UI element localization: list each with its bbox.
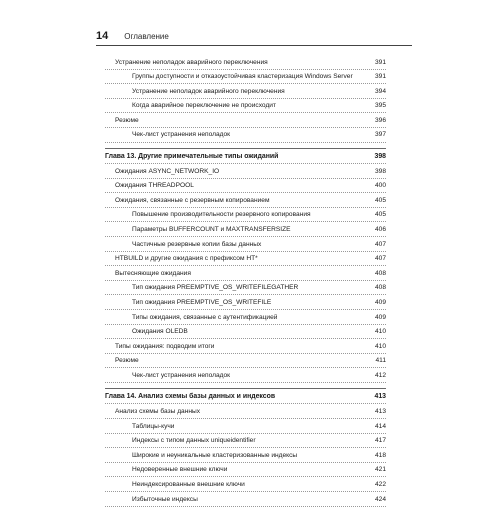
toc-entry — [105, 295, 386, 310]
toc-entry — [105, 179, 386, 194]
toc-entry-title: Широкие и неуникальные кластеризованные индексы — [132, 451, 298, 459]
toc-entry-title: Тип ожидания PREEMPTIVE_OS_WRITEFILEGATHER — [132, 284, 299, 292]
toc-entry — [105, 84, 386, 99]
toc-entry — [105, 463, 386, 478]
toc-entry — [105, 419, 386, 434]
header-rule — [96, 45, 412, 46]
toc-entry-page: 397 — [374, 131, 386, 139]
toc-entry-page: 412 — [374, 371, 386, 379]
toc-entry — [105, 434, 386, 449]
toc-entry-page: 413 — [374, 392, 386, 400]
toc-entry — [105, 339, 386, 354]
page-header — [96, 28, 412, 44]
toc-entry — [105, 237, 386, 252]
toc-entry-title: Устранение неполадок аварийного переключения — [115, 58, 268, 66]
toc-entry — [105, 492, 386, 507]
toc-entry-page: 408 — [374, 269, 386, 277]
toc-entry-title: Параметры BUFFERCOUNT и MAXTRANSFERSIZE — [132, 225, 291, 233]
toc-entry-title: Ожидания ASYNC_NETWORK_IO — [115, 167, 220, 175]
toc-entry-title: Неиндексированные внешние ключи — [132, 480, 245, 488]
toc-entry — [105, 193, 386, 208]
toc-entry-page: 422 — [374, 480, 386, 488]
toc-entry-title: Группы доступности и отказоустойчивая кластеризация Windows Server — [132, 73, 353, 81]
toc-entry-page: 418 — [374, 451, 386, 459]
running-title: Оглавление — [124, 31, 169, 41]
toc-entry-title: Избыточные индексы — [132, 495, 198, 503]
toc-entry-title: Ожидания THREADPOOL — [115, 182, 194, 190]
toc-entry-page: 391 — [374, 58, 386, 66]
toc-entry-page: 407 — [374, 255, 386, 263]
toc-entry-page: 410 — [374, 328, 386, 336]
toc-entry — [105, 404, 386, 419]
toc-entry — [105, 99, 386, 114]
toc-entry-page: 405 — [374, 211, 386, 219]
toc-entry-page: 407 — [374, 240, 386, 248]
toc-entry-title: Тип ожидания PREEMPTIVE_OS_WRITEFILE — [132, 298, 272, 306]
toc-entry — [105, 70, 386, 85]
toc-entry — [105, 354, 386, 369]
toc-entry-title: HTBUILD и другие ожидания с префиксом HT* — [115, 255, 258, 263]
toc-entry-title: Чек-лист устранения неполадок — [132, 131, 231, 139]
toc-entry-title: Чек-лист устранения неполадок — [132, 371, 231, 379]
toc-entry — [105, 113, 386, 128]
toc-entry-title: Глава 14. Анализ схемы базы данных и индексов — [105, 392, 276, 400]
toc-entry — [105, 281, 386, 296]
toc-entry-title: Частичные резервные копии базы данных — [132, 240, 262, 248]
toc-entry — [105, 368, 386, 383]
toc-entry-title: Типы ожидания: подводим итоги — [115, 342, 215, 350]
toc-entry-page: 411 — [375, 357, 386, 365]
toc-entry-page: 400 — [374, 182, 386, 190]
toc-entry-title: Резюме — [115, 116, 139, 124]
toc-entry-page: 406 — [374, 225, 386, 233]
toc-entry-page: 409 — [374, 313, 386, 321]
toc-entry — [105, 252, 386, 267]
toc-entry-title: Индексы с типом данных uniqueidentifier — [132, 437, 256, 445]
toc-entry — [105, 448, 386, 463]
toc-entry-title: Недоверенные внешние ключи — [132, 466, 228, 474]
toc-entry-title: Повышение производительности резервного копирования — [132, 211, 311, 219]
toc-entry-title: Таблицы-кучи — [132, 422, 175, 430]
toc-entry-page: 396 — [374, 116, 386, 124]
toc-entry-page: 394 — [374, 87, 386, 95]
toc-entry — [105, 55, 386, 70]
toc-entry-page: 405 — [374, 196, 386, 204]
toc-entry-title: Типы ожидания, связанные с аутентификацией — [132, 313, 278, 321]
toc-entry-page: 408 — [374, 284, 386, 292]
toc-chapter — [105, 388, 386, 405]
toc-entry-page: 417 — [374, 437, 386, 445]
toc-entry-page: 413 — [374, 407, 386, 415]
toc-entry-title: Устранение неполадок аварийного переключения — [132, 87, 285, 95]
toc-entry-page: 414 — [374, 422, 386, 430]
toc-entry-title: Резюме — [115, 357, 139, 365]
toc-entry — [105, 128, 386, 143]
toc-entry-page: 421 — [374, 466, 386, 474]
toc-entry-title: Глава 13. Другие примечательные типы ожиданий — [105, 152, 279, 160]
toc-entry-page: 395 — [374, 102, 386, 110]
toc-entry-title: Анализ схемы базы данных — [115, 407, 201, 415]
toc-entry-page: 391 — [374, 73, 386, 81]
table-of-contents — [105, 55, 386, 507]
toc-entry-title: Вытесняющие ожидания — [115, 269, 191, 277]
toc-entry-page: 424 — [374, 495, 386, 503]
toc-entry-title: Ожидания, связанные с резервным копированием — [115, 196, 270, 204]
toc-entry-page: 398 — [374, 152, 386, 160]
toc-entry-page: 409 — [374, 298, 386, 306]
toc-entry-title: Ожидания OLEDB — [132, 328, 188, 336]
toc-entry — [105, 164, 386, 179]
toc-entry — [105, 310, 386, 325]
toc-entry-page: 410 — [374, 342, 386, 350]
toc-entry-page: 398 — [374, 167, 386, 175]
toc-entry — [105, 477, 386, 492]
toc-entry-title: Когда аварийное переключение не происходит — [132, 102, 276, 110]
toc-entry — [105, 222, 386, 237]
toc-chapter — [105, 148, 386, 165]
toc-entry — [105, 208, 386, 223]
toc-entry — [105, 325, 386, 340]
toc-entry — [105, 266, 386, 281]
page-number: 14 — [96, 30, 109, 42]
